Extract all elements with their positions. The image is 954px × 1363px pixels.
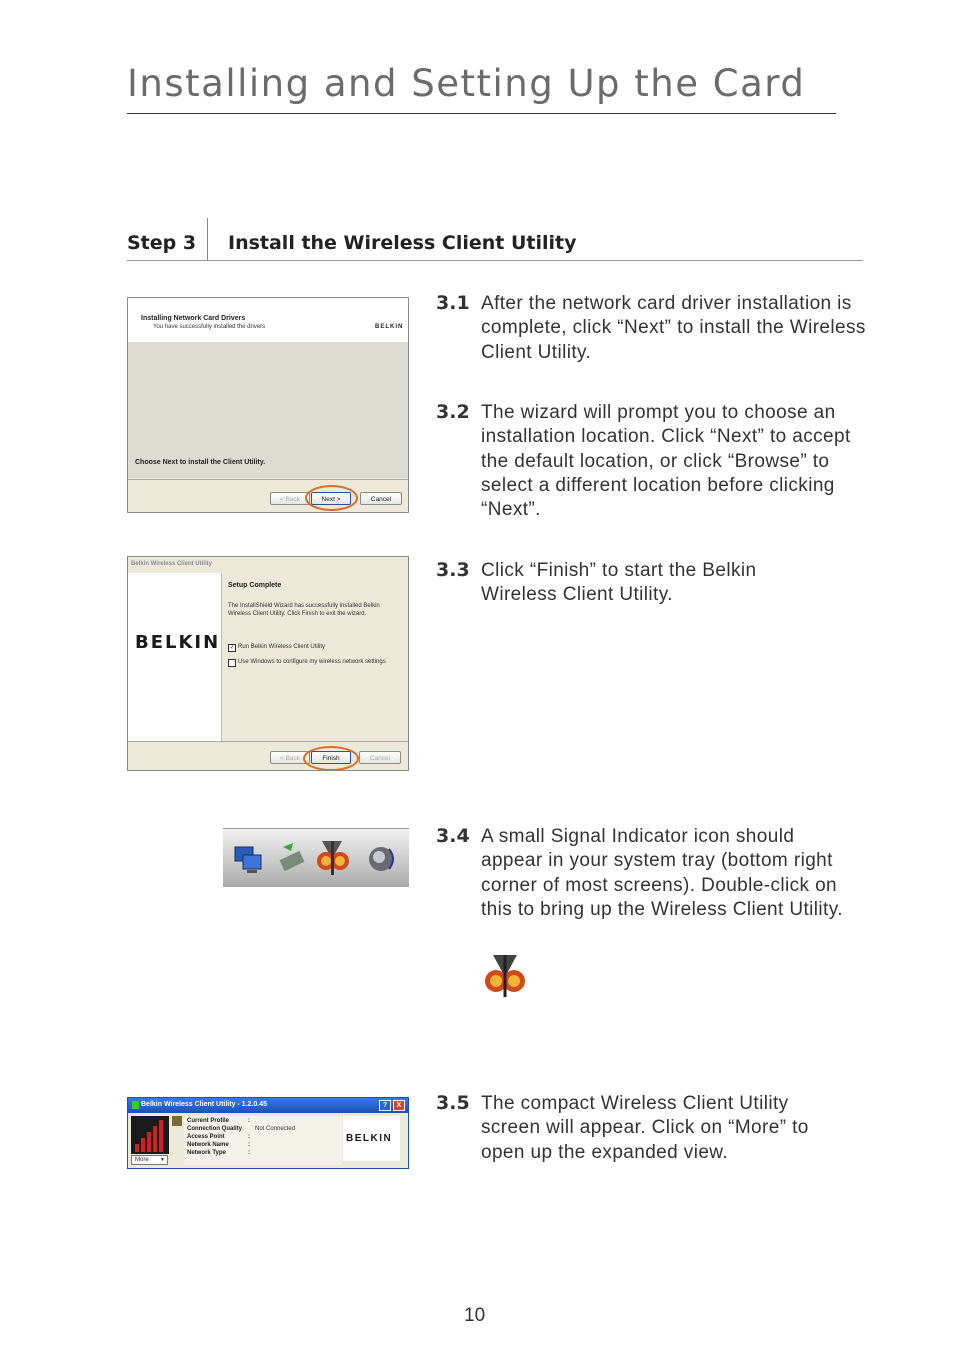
system-tray-screenshot [223,828,409,887]
checkbox-label: Run Belkin Wireless Client Utility [238,644,326,650]
wizard-heading: Installing Network Card Drivers [141,315,246,322]
wizard-line: The InstallShield Wizard has successfully installed Belkin [228,603,380,609]
window-title: Belkin Wireless Client Utility [131,561,212,567]
cancel-button[interactable]: Cancel [359,751,401,764]
window-title: Belkin Wireless Client Utility - 1.2.0.45 [141,1101,267,1108]
field-colon: : [248,1150,250,1156]
step-label: Step 3 [127,232,197,254]
help-button[interactable]: ? [379,1100,391,1111]
field-label: Connection Quality [187,1126,243,1132]
wizard-side-panel [128,573,222,741]
field-value: Not Connected [255,1126,296,1132]
cancel-button[interactable]: Cancel [360,492,402,505]
wizard-subheading: You have successfully installed the drivers [153,324,266,330]
highlight-ring [303,746,359,771]
title-rule [127,113,836,114]
wizard-body [128,342,408,478]
step-text: After the network card driver installation is complete, click “Next” to install the Wireless Client Utility. [481,293,866,363]
tray-icons [223,829,409,887]
network-icon[interactable] [235,847,261,873]
volume-icon[interactable] [369,847,393,871]
signal-strength-icon [131,1116,169,1154]
checkbox-label: Use Windows to configure my wireless network settings [238,659,386,665]
field-label: Access Point [187,1134,225,1140]
app-icon [132,1101,139,1109]
back-button[interactable]: < Back [270,751,310,764]
step-number: 3.1 [436,292,470,314]
field-label: Current Profile [187,1118,230,1124]
step-divider [207,218,208,260]
signal-indicator-icon [481,951,529,1001]
step-number: 3.4 [436,825,470,847]
step-text: Click “Finish” to start the Belkin Wireless Client Utility. [481,560,757,606]
field-label: Network Type [187,1150,226,1156]
next-button[interactable]: Next > [311,492,351,505]
belkin-logo: BELKIN [346,1133,393,1144]
step-title: Install the Wireless Client Utility [228,232,577,254]
back-button[interactable]: < Back [270,492,310,505]
wizard-line: Wireless Client Utility. Click Finish to exit the wizard. [228,611,367,617]
page-title: Installing and Setting Up the Card [127,62,806,105]
profile-icon [172,1116,182,1126]
belkin-logo: BELKIN [135,632,221,653]
step-rule [127,260,863,261]
client-utility-screenshot [127,1097,409,1169]
step-number: 3.2 [436,401,470,423]
step-text: A small Signal Indicator icon should appear in your system tray (bottom right corner of most screens). Double-click on this to bring up the Wireless Client Utility. [481,826,843,920]
close-button[interactable]: X [393,1100,405,1111]
run-utility-checkbox[interactable]: ✓ [229,645,235,651]
page-number: 10 [464,1305,486,1326]
more-dropdown[interactable] [131,1155,168,1165]
wizard-separator [128,479,408,480]
highlight-ring [305,485,358,511]
safely-remove-icon[interactable] [279,843,304,871]
setup-complete-screenshot [127,556,409,771]
step-text: The compact Wireless Client Utility screen will appear. Click on “More” to open up the expanded view. [481,1093,809,1163]
step-number: 3.5 [436,1092,470,1114]
field-colon: : [248,1118,250,1124]
wizard-heading: Setup Complete [228,582,282,589]
more-label: More [135,1157,149,1163]
chevron-down-icon: ▼ [160,1157,165,1163]
wizard-separator [128,741,408,742]
step-text: The wizard will prompt you to choose an installation location. Click “Next” to accept the default location, or click “Browse” to select a different location before clicking “Next”. [481,402,851,521]
field-colon: : [248,1134,250,1140]
use-windows-checkbox[interactable] [228,659,236,667]
field-colon: : [248,1142,250,1148]
finish-button[interactable]: Finish [311,751,351,764]
wizard-instruction: Choose Next to install the Client Utility. [135,459,266,466]
driver-install-screenshot [127,297,409,513]
belkin-logo: BELKIN [375,324,404,330]
field-label: Network Name [187,1142,229,1148]
step-number: 3.3 [436,559,470,581]
signal-indicator-icon[interactable] [317,841,349,875]
